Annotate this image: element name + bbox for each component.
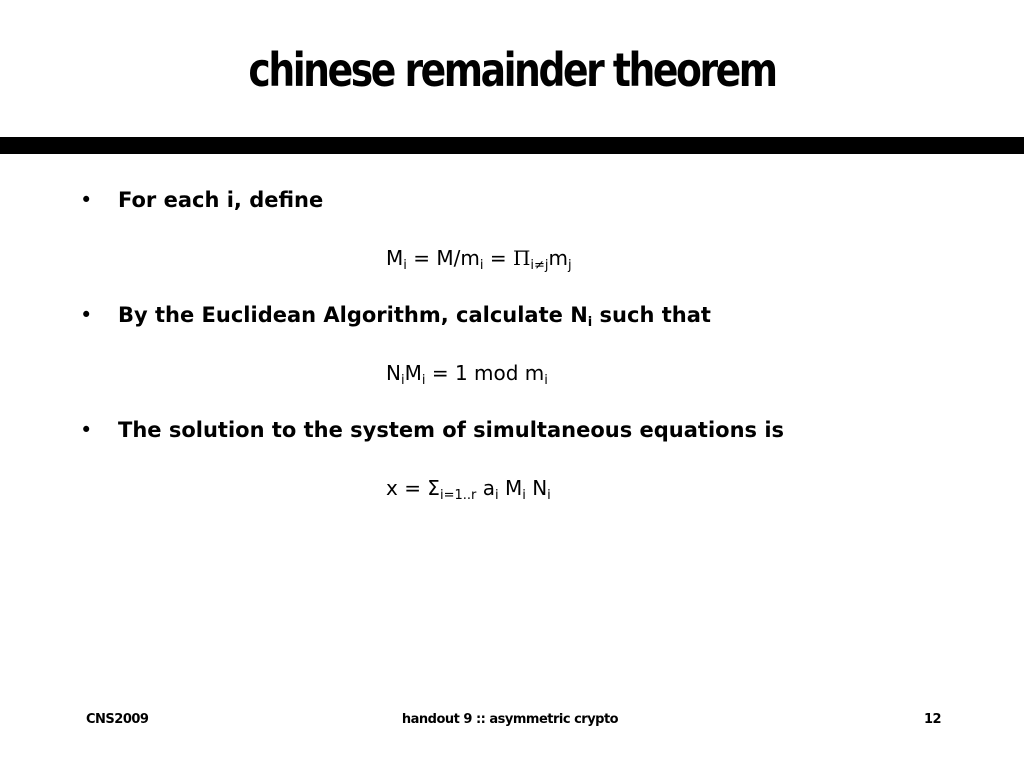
footer-handout: handout 9 :: asymmetric crypto	[401, 712, 619, 727]
formula-subscript: j	[568, 258, 572, 273]
formula-subscript: i	[421, 373, 426, 388]
formula-text: = M/m	[406, 246, 480, 270]
slide-title: chinese remainder theorem	[248, 43, 776, 97]
bullet-text-part: By the Euclidean Algorithm, calculate N	[118, 303, 588, 327]
formula-subscript: i=1..r	[439, 488, 477, 503]
bullet-marker: •	[80, 303, 93, 327]
footer-course: CNS2009	[86, 712, 149, 727]
formula-symbol: N	[525, 476, 548, 500]
formula-subscript: i	[494, 488, 499, 503]
bullet-marker: •	[80, 188, 93, 212]
bullet-text-solution: The solution to the system of simultaneous equations is	[118, 418, 785, 442]
product-symbol: Π	[512, 246, 531, 270]
bullet-marker: •	[80, 418, 93, 442]
formula-subscript: i	[479, 258, 484, 273]
formula-symbol: m	[548, 246, 569, 270]
formula-subscript: i	[403, 258, 407, 273]
formula-symbol: M	[498, 476, 523, 500]
formula-symbol: N	[386, 361, 401, 385]
formula-text: =	[483, 246, 513, 270]
formula-text: x = Σ	[386, 476, 440, 500]
formula-subscript: i	[400, 373, 405, 388]
formula-subscript: i	[547, 488, 551, 503]
formula-solution-sum	[386, 474, 551, 502]
formula-text: = 1 mod m	[425, 361, 545, 385]
bullet-text-part: such that	[592, 303, 711, 327]
bullet-text-euclidean	[118, 301, 711, 329]
formula-ni-mi	[386, 359, 548, 387]
footer-page-number: 12	[924, 712, 942, 727]
formula-symbol: M	[386, 246, 404, 270]
formula-mi-definition	[386, 244, 572, 272]
title-divider	[0, 137, 1024, 154]
bullet-text-define: For each i, define	[118, 188, 324, 212]
formula-symbol: a	[476, 476, 495, 500]
formula-subscript: i	[544, 373, 548, 388]
formula-symbol: M	[404, 361, 422, 385]
formula-subscript: i≠j	[530, 258, 549, 273]
formula-subscript: i	[522, 488, 526, 503]
bullet-subscript: i	[587, 315, 593, 330]
